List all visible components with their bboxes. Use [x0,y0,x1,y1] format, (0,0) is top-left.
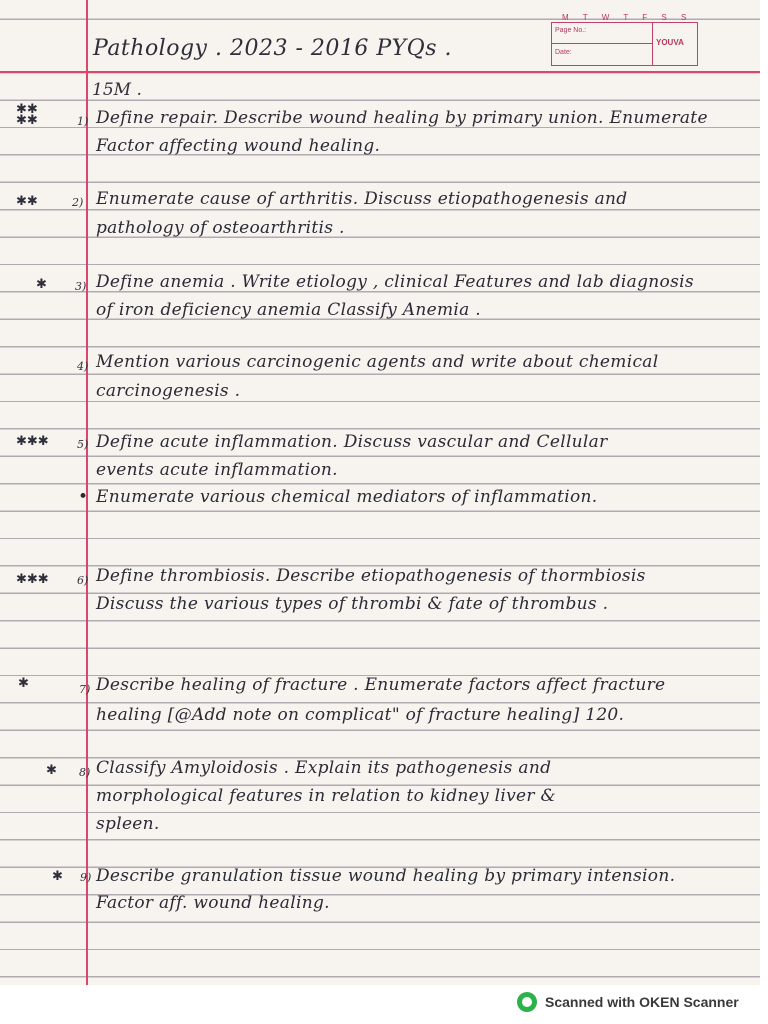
question-number: 8) [79,766,91,779]
question-line: healing [@Add note on complicat" of fracture healing] 120. [96,705,625,725]
question-line: Enumerate various chemical mediators of inflammation. [96,487,598,507]
question-number: 1) [77,115,89,128]
importance-stars: ✱✱✱ [16,434,49,449]
question-line: Factor affecting wound healing. [96,136,381,156]
header-rule [0,71,760,73]
scanner-watermark [517,991,739,1013]
importance-stars: ✱✱ [16,194,38,209]
importance-stars: ✱ [46,763,57,778]
scanner-logo-icon [517,992,537,1012]
question-line: Describe healing of fracture . Enumerate factors affect fracture [96,675,666,695]
question-number: 5) [77,438,89,451]
question-line: Classify Amyloidosis . Explain its pathogenesis and [96,758,552,778]
question-number: 9) [80,871,92,884]
date-box-divider [552,43,652,44]
page-no-label: Page No.: [555,27,587,34]
question-number: 2) [72,196,84,209]
brand-label: YOUVA [656,38,684,47]
scanner-watermark-text: Scanned with OKEN Scanner [545,994,739,1010]
question-line: Factor aff. wound healing. [96,893,330,913]
question-line: of iron deficiency anemia Classify Anemia . [96,300,481,320]
question-line: pathology of osteoarthritis . [96,218,345,238]
bullet-dot: • [78,487,89,507]
question-line: Discuss the various types of thrombi & fate of thrombus . [96,594,609,614]
question-line: Define repair. Describe wound healing by primary union. Enumerate [96,108,708,128]
date-box [551,13,698,66]
page-title: Pathology . 2023 - 2016 PYQs . [93,36,452,61]
question-number: 6) [77,574,89,587]
section-heading: 15M . [92,80,142,100]
question-line: Define acute inflammation. Discuss vascular and Cellular [96,432,608,452]
importance-stars: ✱✱✱ [16,572,49,587]
importance-stars: ✱ [52,869,63,884]
question-line: events acute inflammation. [96,460,338,480]
question-line: Define thrombiosis. Describe etiopathogenesis of thormbiosis [96,566,646,586]
question-line: carcinogenesis . [96,381,241,401]
question-line: Define anemia . Write etiology , clinical Features and lab diagnosis [96,272,694,292]
question-line: spleen. [96,814,160,834]
question-line: Mention various carcinogenic agents and write about chemical [96,352,659,372]
question-line: Describe granulation tissue wound healing by primary intension. [96,866,676,886]
question-number: 4) [77,360,89,373]
date-label: Date: [555,49,572,56]
importance-stars: ✱ [36,277,47,292]
question-number: 7) [79,683,91,696]
date-box-divider-vertical [652,23,653,65]
question-number: 3) [75,280,87,293]
importance-stars: ✱ [18,676,29,691]
question-line: Enumerate cause of arthritis. Discuss etiopathogenesis and [96,189,628,209]
importance-stars: ✱✱ ✱✱ [16,102,38,128]
weekday-row: M T W T F S S [562,13,693,22]
question-line: morphological features in relation to kidney liver & [96,786,556,806]
